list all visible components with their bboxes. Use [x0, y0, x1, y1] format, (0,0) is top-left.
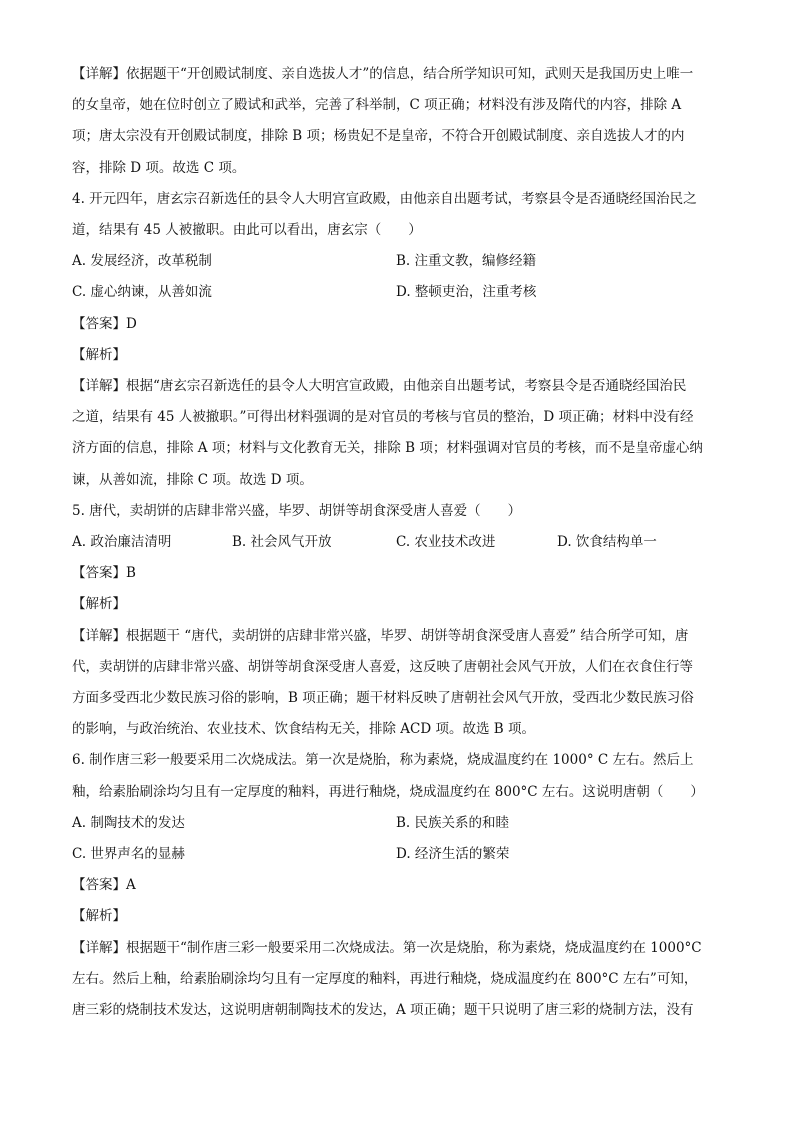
question-line: 4. 开元四年，唐玄宗召新选任的县令人大明宫宣政殿，由他亲自出题考试，考察县令是否通晓经国治民之	[72, 191, 697, 207]
answer-option: C. 世界声名的显赫	[72, 846, 185, 862]
answer-option: B. 民族关系的和睦	[396, 815, 510, 831]
answer-option: D. 饮食结构单一	[557, 534, 657, 550]
answer-option: A. 发展经济，改革税制	[72, 253, 212, 269]
answer-option: A. 政治廉洁清明	[72, 534, 172, 550]
answer-option: A. 制陶技术的发达	[72, 815, 185, 831]
answer-option: B. 社会风气开放	[232, 534, 332, 550]
explanation-line: 之道，结果有 45 人被撤职。”可得出材料强调的是对官员的考核与官员的整治，D 项正确；材料中没有经	[72, 409, 694, 425]
explanation-line: 容，排除 D 项。故选 C 项。	[72, 160, 246, 176]
answer-option: B. 注重文教，编修经籍	[396, 253, 537, 269]
label-line: 【答案】A	[72, 877, 136, 893]
answer-option: D. 整顿吏治，注重考核	[396, 284, 537, 300]
question-line: 釉，给素胎刷涂均匀且有一定厚度的釉料，再进行釉烧，烧成温度约在 800°C 左右。这说明唐朝（ ）	[72, 784, 704, 800]
question-line: 5. 唐代，卖胡饼的店肆非常兴盛，毕罗、胡饼等胡食深受唐人喜爱（ ）	[72, 503, 522, 519]
answer-option: C. 农业技术改进	[396, 534, 496, 550]
label-line: 【解析】	[72, 908, 126, 924]
explanation-line: 代，卖胡饼的店肆非常兴盛、胡饼等胡食深受唐人喜爱，这反映了唐朝社会风气开放，人们在衣食住行等	[72, 659, 693, 675]
answer-option: C. 虚心纳谏，从善如流	[72, 284, 212, 300]
explanation-line: 方面多受西北少数民族习俗的影响，B 项正确；题干材料反映了唐朝社会风气开放，受西北少数民族习俗	[72, 690, 694, 706]
explanation-line: 【详解】根据题干 “唐代，卖胡饼的店肆非常兴盛，毕罗、胡饼等胡食深受唐人喜爱” 结合所学可知，唐	[72, 628, 689, 644]
explanation-line: 【详解】根据题干“制作唐三彩一般要采用二次烧成法。第一次是烧胎，称为素烧，烧成温度约在 1000°C	[72, 940, 702, 956]
explanation-line: 【详解】依据题干“开创殿试制度、亲自选拔人才”的信息，结合所学知识可知，武则天是我国历史上唯一	[72, 66, 694, 82]
label-line: 【解析】	[72, 347, 126, 363]
explanation-line: 项；唐太宗没有开创殿试制度，排除 B 项；杨贵妃不是皇帝，不符合开创殿试制度、亲自选拔人才的内	[72, 128, 685, 144]
question-line: 6. 制作唐三彩一般要采用二次烧成法。第一次是烧胎，称为素烧，烧成温度约在 1000° C 左右。然后上	[72, 752, 694, 768]
explanation-line: 的女皇帝，她在位时创立了殿试和武举，完善了科举制，C 项正确；材料没有涉及隋代的内容，排除 A	[72, 97, 682, 113]
label-line: 【解析】	[72, 596, 126, 612]
explanation-line: 【详解】根据“唐玄宗召新选任的县令人大明宫宣政殿，由他亲自出题考试，考察县令是否通晓经国治民	[72, 378, 687, 394]
label-line: 【答案】B	[72, 565, 136, 581]
label-line: 【答案】D	[72, 316, 137, 332]
explanation-line: 唐三彩的烧制技术发达，这说明唐朝制陶技术的发达，A 项正确；题干只说明了唐三彩的烧制方法，没有	[72, 1002, 694, 1018]
explanation-line: 济方面的信息，排除 A 项；材料与文化教育无关，排除 B 项；材料强调对官员的考核，而不是皇帝虚心纳	[72, 440, 703, 456]
explanation-line: 的影响，与政治统治、农业技术、饮食结构无关，排除 ACD 项。故选 B 项。	[72, 721, 535, 737]
explanation-line: 左右。然后上釉，给素胎刷涂均匀且有一定厚度的釉料，再进行釉烧，烧成温度约在 800°C 左右”可知，	[72, 971, 698, 987]
answer-option: D. 经济生活的繁荣	[396, 846, 510, 862]
explanation-line: 谏，从善如流，排除 C 项。故选 D 项。	[72, 472, 313, 488]
question-line: 道，结果有 45 人被撤职。由此可以看出，唐玄宗（ ）	[72, 222, 422, 238]
